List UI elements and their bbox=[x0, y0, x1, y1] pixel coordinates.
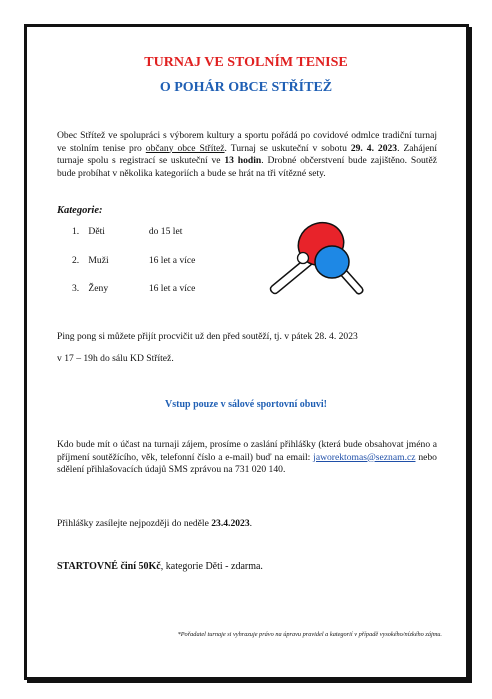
ping-pong-paddles-icon bbox=[266, 212, 366, 298]
category-name: Děti bbox=[88, 226, 105, 237]
deadline-text: Přihlášky zasílejte nejpozději do neděle bbox=[57, 518, 212, 529]
categories-heading: Kategorie: bbox=[57, 205, 103, 216]
intro-text-3: . Zahájení turnaje spolu s registrací se uskuteční ve bbox=[57, 142, 437, 166]
category-item bbox=[72, 283, 195, 294]
entry-fee-rest: , kategorie Děti - zdarma. bbox=[160, 561, 263, 572]
deadline-end: . bbox=[249, 518, 253, 529]
intro-text-2: . Turnaj se uskuteční v sobotu bbox=[224, 142, 351, 154]
registration-paragraph bbox=[57, 439, 437, 477]
intro-text-4: . Drobné občerstvení bude zajištěno. Soutěž bude probíhat v několika kategoriích a bude se hrát na tři vítězné sety. bbox=[57, 155, 437, 179]
intro-text-1: Obec Střítež ve spolupráci s výborem kultury a sportu pořádá po covidové odmlce tradiční turnaj ve stolním tenise pro bbox=[57, 130, 437, 154]
entry-fee-line bbox=[57, 561, 263, 572]
title-line-1: TURNAJ VE STOLNÍM TENISE bbox=[144, 55, 348, 70]
category-range: do 15 let bbox=[148, 226, 183, 237]
entry-fee-bold: STARTOVNÉ činí 50Kč bbox=[57, 561, 161, 572]
category-range: 16 let a více bbox=[148, 255, 196, 266]
category-item bbox=[72, 255, 195, 266]
category-name: Ženy bbox=[88, 283, 109, 294]
event-date: 29. 4. 2023 bbox=[350, 142, 398, 154]
footnote: *Pořadatel turnaje si vyhrazuje právo na úpravu pravidel a kategorií v případě vysokého/nízkého zájmu. bbox=[177, 631, 442, 638]
page-border bbox=[24, 24, 469, 680]
intro-underlined: občany obce Střítež bbox=[145, 142, 225, 154]
category-range: 16 let a více bbox=[148, 283, 196, 294]
category-number: 3. bbox=[72, 283, 80, 294]
registration-text-1: Kdo bude mít o účast na turnaji zájem, prosíme o zaslání přihlášky (která bude obsahovat jméno a příjmení soutěžícího, věk, telefonní číslo a e-mail) buď na email: bbox=[57, 439, 437, 463]
category-name: Muži bbox=[88, 255, 109, 266]
category-number: 2. bbox=[72, 255, 80, 266]
email-link[interactable]: jaworektomas@seznam.cz bbox=[313, 451, 416, 463]
deadline-line bbox=[57, 518, 252, 529]
deadline-date: 23.4.2023 bbox=[211, 518, 250, 529]
category-item bbox=[72, 226, 182, 237]
title-line-2: O POHÁR OBCE STŘÍTEŽ bbox=[159, 80, 333, 95]
practice-line-1: Ping pong si můžete přijít procvičit už den před soutěží, tj. v pátek 28. 4. 2023 bbox=[57, 331, 358, 342]
category-number: 1. bbox=[72, 226, 80, 237]
practice-line-2: v 17 – 19h do sálu KD Střítež. bbox=[57, 353, 174, 364]
event-time: 13 hodin bbox=[224, 155, 262, 166]
footwear-notice: Vstup pouze v sálové sportovní obuvi! bbox=[165, 399, 327, 410]
intro-paragraph bbox=[57, 130, 437, 180]
registration-text-2: nebo sdělení přihlašovacích údajů SMS zprávou na 731 020 140. bbox=[57, 451, 437, 475]
